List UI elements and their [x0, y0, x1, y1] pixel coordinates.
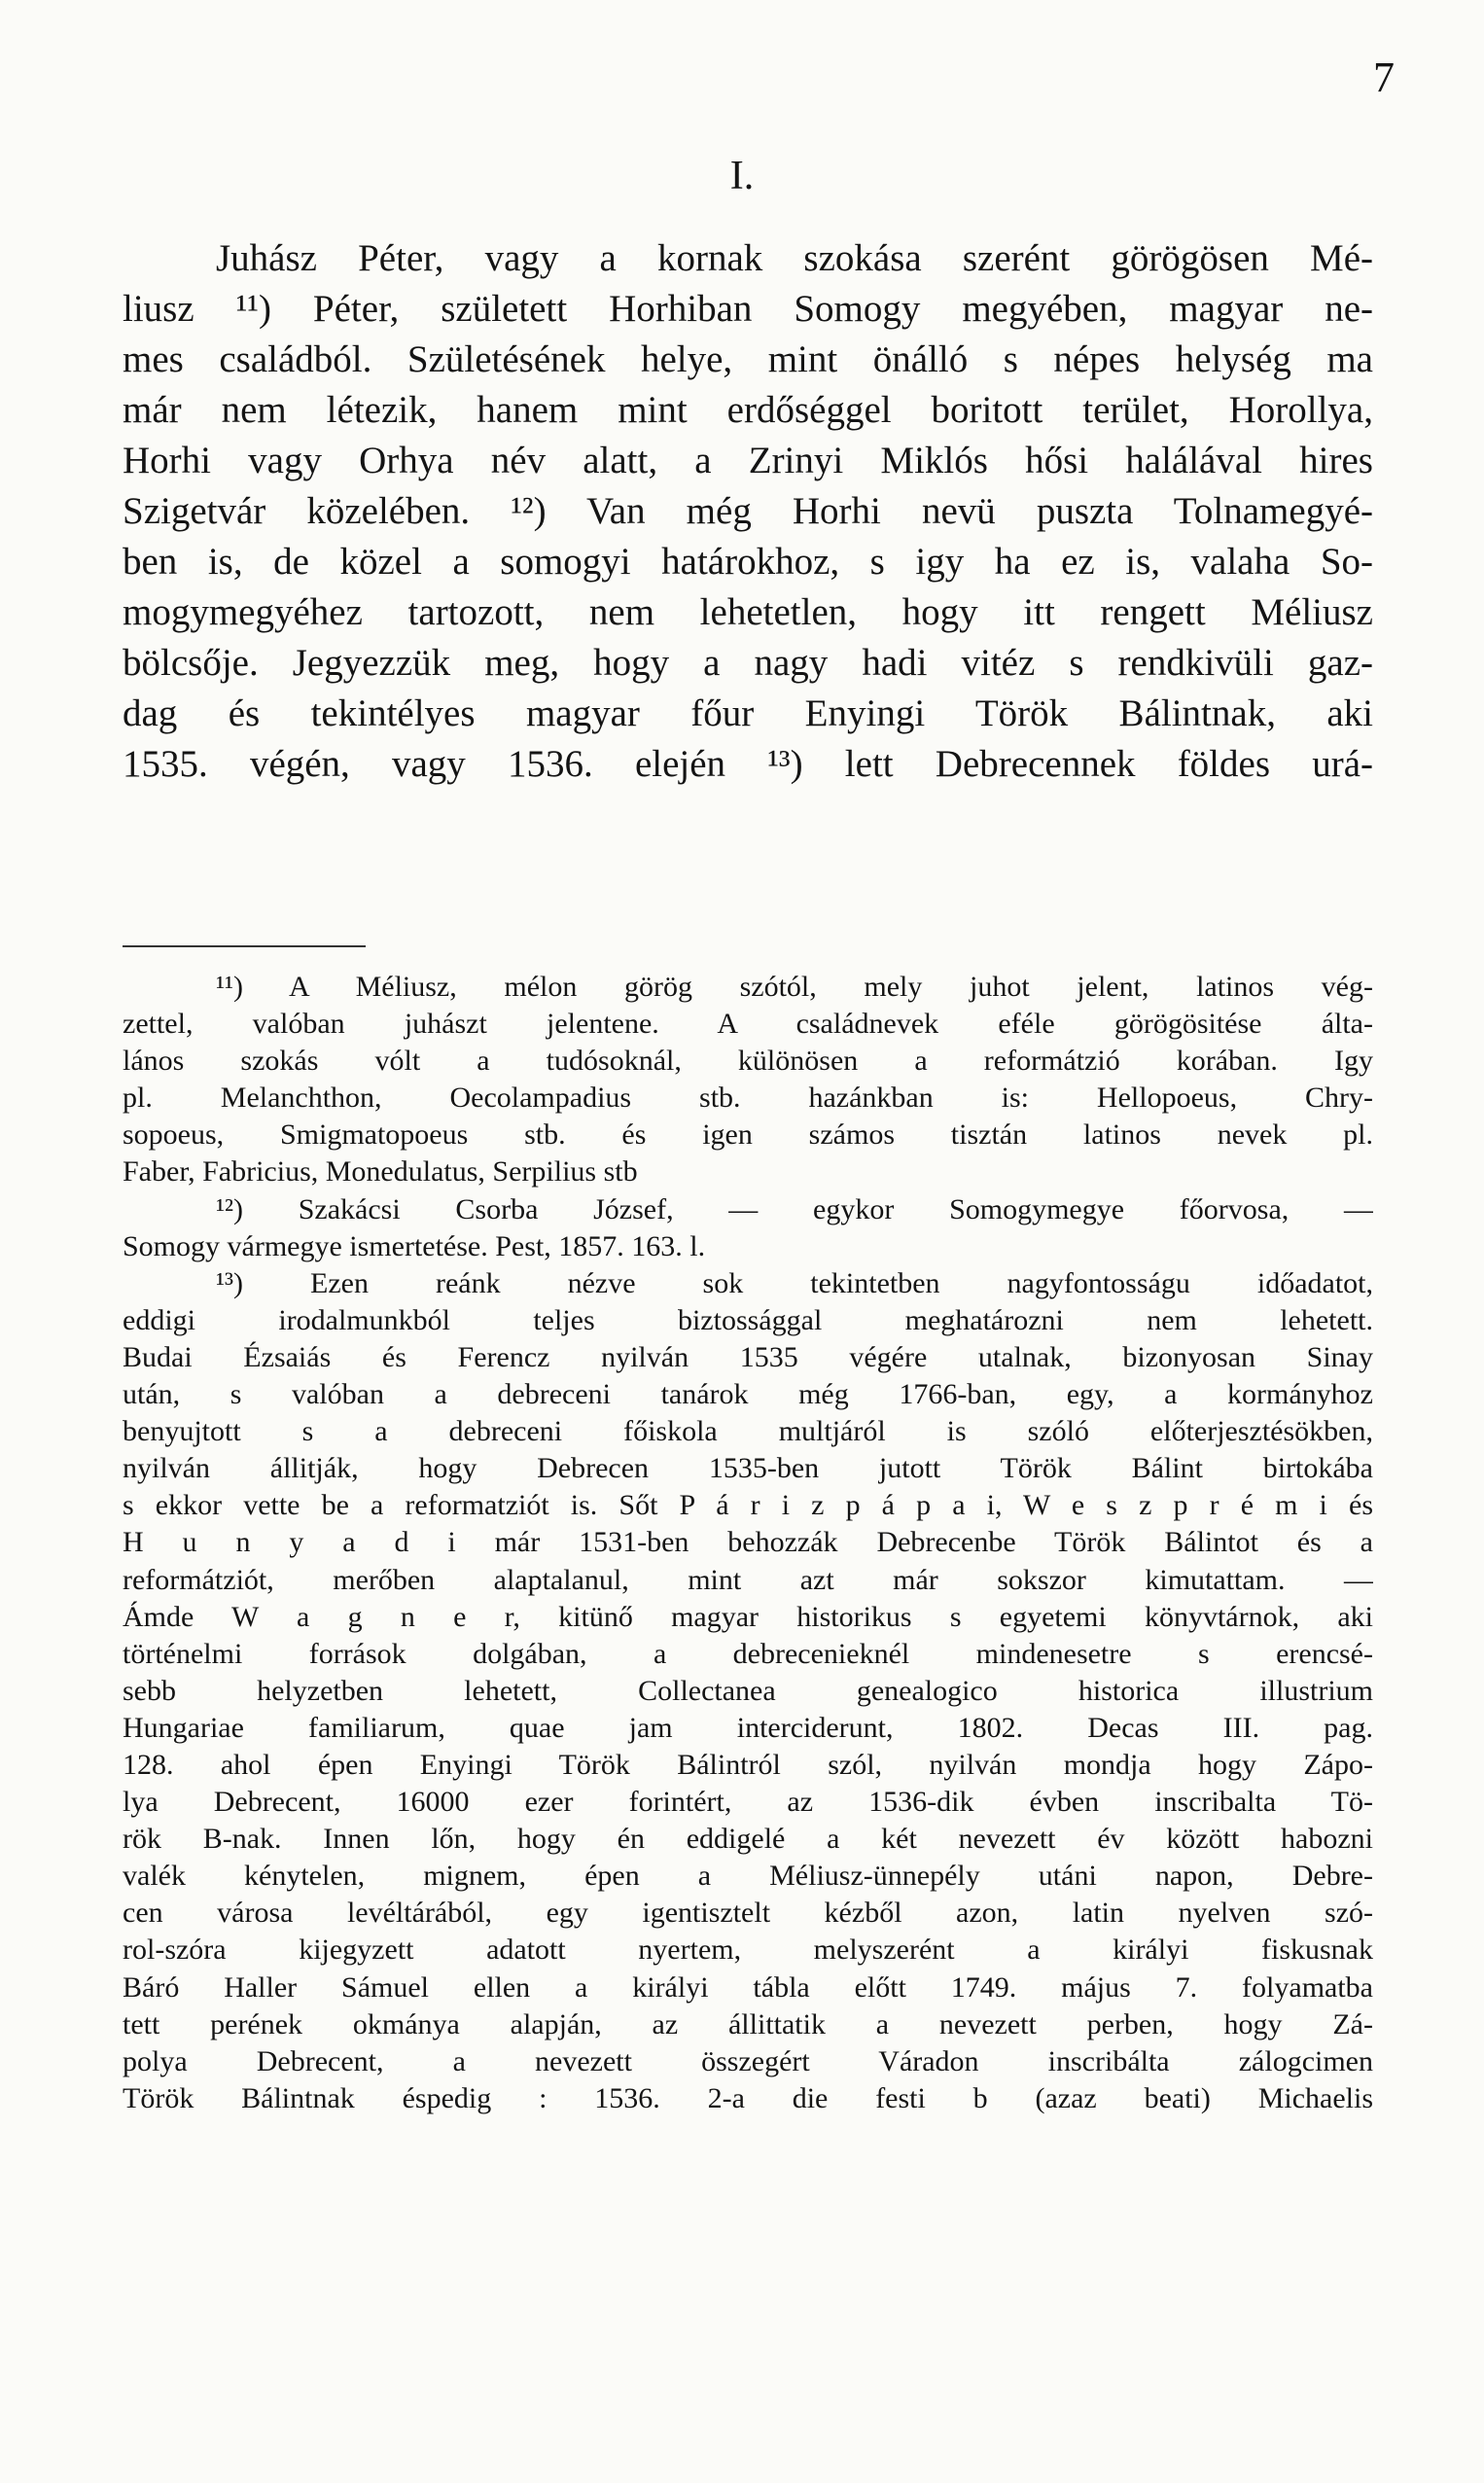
chapter-heading: I.	[729, 154, 755, 198]
footnote-line: Budai Ézsaiás és Ferencz nyilván 1535 végére utalnak, bizonyosan Sinay	[123, 1340, 1373, 1373]
footnote-line: sebb helyzetben lehetett, Collectanea genealogico historica illustrium	[123, 1674, 1373, 1707]
footnote-line: Török Bálintnak éspedig : 1536. 2-a die festi b (azaz beati) Michaelis	[123, 2081, 1373, 2114]
footnote-line: történelmi források dolgában, a debrecenieknél mindenesetre s erencsé-	[123, 1637, 1373, 1670]
main-text-line: ben is, de közel a somogyi határokhoz, s igy ha ez is, valaha So-	[123, 541, 1373, 583]
main-text-line: bölcsője. Jegyezzük meg, hogy a nagy hadi vitéz s rendkivüli gaz-	[123, 642, 1373, 684]
main-text-line: Szigetvár közelében. ¹²) Van még Horhi nevü puszta Tolnamegyé-	[123, 490, 1373, 532]
footnote-line: pl. Melanchthon, Oecolampadius stb. hazánkban is: Hellopoeus, Chry-	[123, 1082, 1373, 1115]
footnote-line: polya Debrecent, a nevezett összegért Váradon inscribálta zálogcimen	[123, 2044, 1373, 2077]
main-text	[123, 233, 1373, 790]
footnote-separator	[123, 945, 366, 947]
footnote-line: cen városa levéltárából, egy igentisztelt kézből azon, latin nyelven szó-	[123, 1897, 1373, 1930]
footnote-line: 128. ahol épen Enyingi Török Bálintról szól, nyilván mondja hogy Zápo-	[123, 1748, 1373, 1781]
footnote-line: reformátziót, merőben alaptalanul, mint azt már sokszor kimutattam. —	[123, 1563, 1373, 1596]
footnote-line: Ámde W a g n e r, kitünő magyar historikus s egyetemi könyvtárnok, aki	[123, 1600, 1373, 1633]
page-number: 7	[1373, 53, 1395, 101]
footnote-line: Somogy vármegye ismertetése. Pest, 1857. 163. l.	[123, 1229, 706, 1262]
footnote-line: lános szokás vólt a tudósoknál, különösen a reformátzió korában. Igy	[123, 1045, 1373, 1078]
footnotes	[123, 969, 1373, 2117]
main-text-line: dag és tekintélyes magyar főur Enyingi Török Bálintnak, aki	[123, 692, 1373, 734]
footnote-line: eddigi irodalmunkból teljes biztossággal meghatározni nem lehetett.	[123, 1303, 1373, 1336]
footnote-line: zettel, valóban juhászt jelentene. A családnevek eféle görögösitése álta-	[123, 1008, 1373, 1041]
footnote-line: s ekkor vette be a reformatziót is. Sőt P á r i z p á p a i, W e s z p r é m i és	[123, 1489, 1373, 1522]
main-text-line: Horhi vagy Orhya név alatt, a Zrinyi Miklós hősi halálával hires	[123, 440, 1373, 481]
footnote-line: lya Debrecent, 16000 ezer forintért, az 1536-dik évben inscribalta Tö-	[123, 1786, 1373, 1819]
footnote-line: tett perének okmánya alapján, az állittatik a nevezett perben, hogy Zá-	[123, 2007, 1373, 2040]
footnote-line: után, s valóban a debreceni tanárok még 1766-ban, egy, a kormányhoz	[123, 1378, 1373, 1411]
footnote-line: ¹¹) A Méliusz, mélon görög szótól, mely juhot jelent, latinos vég-	[216, 971, 1373, 1003]
main-text-line: 1535. végén, vagy 1536. elején ¹³) lett Debrecennek földes urá-	[123, 743, 1373, 785]
footnote-line: valék kénytelen, mignem, épen a Méliusz-ünnepély utáni napon, Debre-	[123, 1860, 1373, 1893]
footnote-line: rök B-nak. Innen lőn, hogy én eddigelé a két nevezett év között habozni	[123, 1823, 1373, 1856]
footnote-line: benyujtott s a debreceni főiskola multjáról is szóló előterjesztésökben,	[123, 1415, 1373, 1448]
footnote-line: H u n y a d i már 1531-ben behozzák Debrecenbe Török Bálintot és a	[123, 1526, 1373, 1559]
main-text-line: Juhász Péter, vagy a kornak szokása szerént görögösen Mé-	[216, 237, 1373, 279]
footnote-line: ¹³) Ezen reánk nézve sok tekintetben nagyfontosságu időadatot,	[216, 1266, 1373, 1299]
main-text-line: mes családból. Születésének helye, mint önálló s népes helység ma	[123, 338, 1373, 380]
main-text-line: már nem létezik, hanem mint erdőséggel boritott terület, Horollya,	[123, 389, 1373, 431]
footnote-line: nyilván állitják, hogy Debrecen 1535-ben jutott Török Bálint birtokába	[123, 1452, 1373, 1485]
footnote-line: Hungariae familiarum, quae jam interciderunt, 1802. Decas III. pag.	[123, 1711, 1373, 1744]
footnote-line: rol-szóra kijegyzett adatott nyertem, melyszerént a királyi fiskusnak	[123, 1933, 1373, 1967]
footnote-line: sopoeus, Smigmatopoeus stb. és igen számos tisztán latinos nevek pl.	[123, 1118, 1373, 1152]
footnote-line: ¹²) Szakácsi Csorba József, — egykor Somogymegye főorvosa, —	[216, 1192, 1373, 1225]
main-text-line: mogymegyéhez tartozott, nem lehetetlen, hogy itt rengett Méliusz	[123, 591, 1373, 633]
main-text-line: liusz ¹¹) Péter, született Horhiban Somogy megyében, magyar ne-	[123, 288, 1373, 330]
footnote-line: Faber, Fabricius, Monedulatus, Serpilius stb	[123, 1155, 638, 1188]
footnote-line: Báró Haller Sámuel ellen a királyi tábla előtt 1749. május 7. folyamatba	[123, 1970, 1373, 2004]
